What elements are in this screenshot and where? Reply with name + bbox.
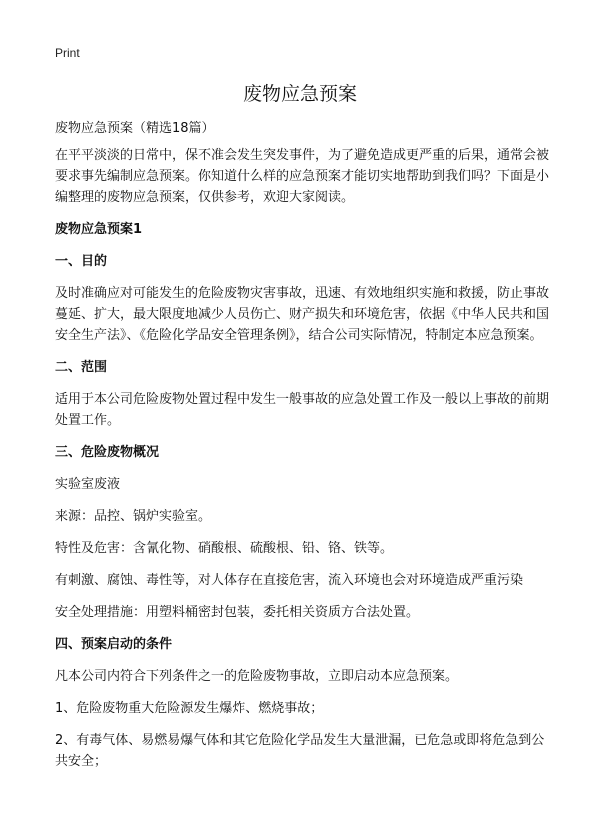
waste-source: 来源：品控、锅炉实验室。 xyxy=(55,509,212,524)
condition-item: 1、危险废物重大危险源发生爆炸、燃烧事故； xyxy=(55,701,324,716)
intro-paragraph: 在平平淡淡的日常中，保不准会发生突发事件，为了避免造成更严重的后果，通常会被要求事先编制应急预案。你知道什么样的应急预案才能切实地帮助到我们吗？下面是小编整理的废物应急预案，仅供参考，欢迎大家阅读。 xyxy=(55,148,550,205)
print-link[interactable]: Print xyxy=(55,46,80,60)
waste-effect: 有刺激、腐蚀、毒性等，对人体存在直接危害，流入环境也会对环境造成严重污染 xyxy=(55,573,524,588)
waste-hazard: 特性及危害：含氰化物、硝酸根、硫酸根、铅、铬、铁等。 xyxy=(55,541,394,556)
section-heading: 废物应急预案1 xyxy=(55,222,143,237)
trigger-heading: 四、预案启动的条件 xyxy=(55,637,173,652)
scope-heading: 二、范围 xyxy=(55,360,108,375)
purpose-heading: 一、目的 xyxy=(55,254,108,269)
scope-paragraph: 适用于本公司危险废物处置过程中发生一般事故的应急处置工作及一般以上事故的前期处置工作。 xyxy=(55,392,550,428)
waste-measures: 安全处理措施：用塑料桶密封包装，委托相关资质方合法处置。 xyxy=(55,605,420,620)
purpose-paragraph: 及时准确应对可能发生的危险废物灾害事故，迅速、有效地组织实施和救援，防止事故蔓延、扩大，最大限度地减少人员伤亡、财产损失和环境危害，依据《中华人民共和国安全生产法》、《危险化学品安全管理条例》，结合公司实际情况，特制定本应急预案。 xyxy=(55,286,550,343)
condition-item: 2、有毒气体、易燃易爆气体和其它危险化学品发生大量泄漏，已危急或即将危急到公共安全； xyxy=(55,733,545,769)
overview-heading: 三、危险废物概况 xyxy=(55,445,160,460)
subtitle: 废物应急预案（精选18篇） xyxy=(55,121,215,136)
trigger-intro: 凡本公司内符合下列条件之一的危险废物事故，立即启动本应急预案。 xyxy=(55,669,459,684)
document-body xyxy=(55,118,550,783)
page-title: 废物应急预案 xyxy=(242,83,357,105)
waste-name: 实验室废液 xyxy=(55,477,121,492)
